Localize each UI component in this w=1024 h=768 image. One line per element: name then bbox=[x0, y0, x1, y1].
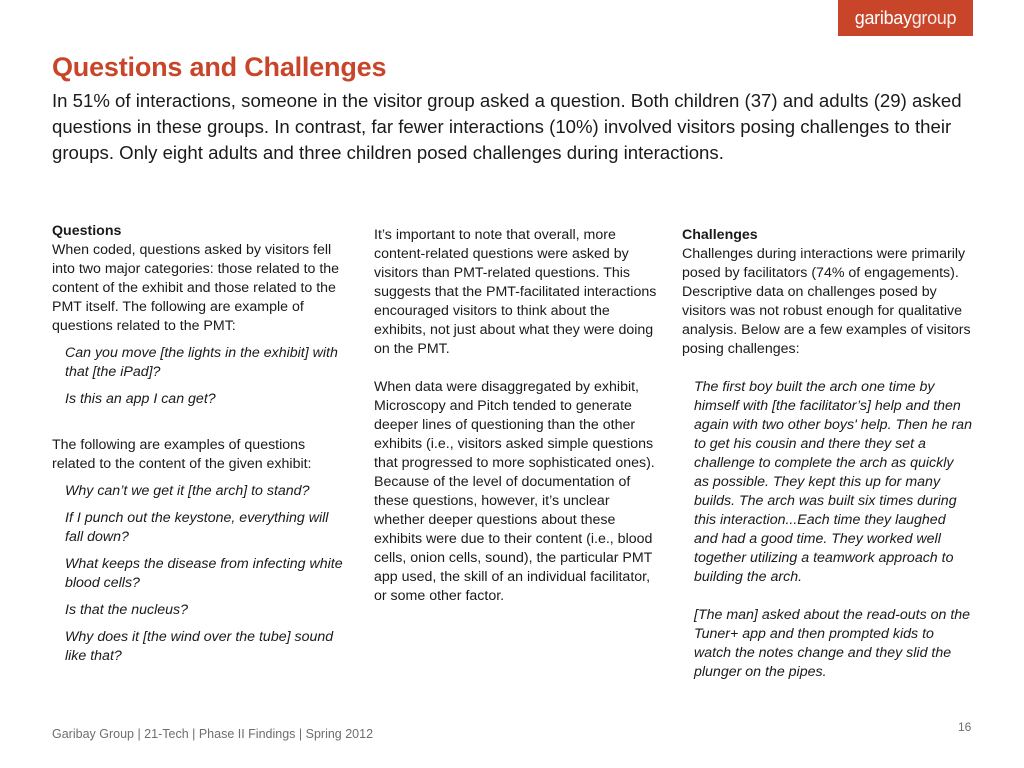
garibay-group-logo bbox=[838, 0, 973, 36]
content-question-quote: Why can’t we get it [the arch] to stand? bbox=[65, 483, 310, 499]
questions-column bbox=[52, 222, 348, 674]
challenge-quote: [The man] asked about the read-outs on the Tuner+ app and then prompted kids to watch the notes change and they slid the plunger on the pipes. bbox=[694, 607, 971, 680]
logo-text-primary: garibay bbox=[854, 7, 912, 28]
analysis-paragraph-2: When data were disaggregated by exhibit, Microscopy and Pitch tended to generate deeper lines of questioning than the other exhibits (i.e., visitors asked simple questions that progressed to more sophisticated ones). Because of the level of documentation of these questions, however, it’s unclear whether deeper questions about these exhibits were due to their content (i.e., blood cells, onion cells, sound), the particular PMT app used, the skill of an individual facilitator, or some other factor. bbox=[374, 379, 655, 604]
challenge-quote: The first boy built the arch one time by himself with [the facilitator’s] help and then again with two other boys' help. Then he ran to get his cousin and there they set a challenge to complete the arch as quickly as possible. They kept this up for many builds. The arch was built six times during this interaction...Each time they laughed and had a good time. They worked well together utilizing a teamwork approach to building the arch. bbox=[694, 379, 972, 585]
challenges-column bbox=[682, 226, 972, 682]
content-question-quote: Why does it [the wind over the tube] sound like that? bbox=[65, 629, 334, 664]
content-question-quote: What keeps the disease from infecting white blood cells? bbox=[65, 556, 343, 591]
logo-text-secondary: group bbox=[911, 7, 957, 28]
intro-paragraph: In 51% of interactions, someone in the visitor group asked a question. Both children (37) and adults (29) asked questions in these groups. In contrast, far fewer interactions (10%) involved visitors posing challenges to their groups. Only eight adults and three children posed challenges during interactions. bbox=[52, 90, 962, 163]
content-questions-intro: The following are examples of questions related to the content of the given exhibit: bbox=[52, 437, 312, 472]
pmt-question-quote: Can you move [the lights in the exhibit] with that [the iPad]? bbox=[65, 345, 338, 380]
analysis-column bbox=[374, 226, 658, 606]
content-question-quote: If I punch out the keystone, everything will fall down? bbox=[65, 510, 329, 545]
analysis-paragraph-1: It’s important to note that overall, more content-related questions were asked by visitors than PMT-related questions. This suggests that the PMT-facilitated interactions encouraged visitors to think about the exhibits, not just about what they were doing on the PMT. bbox=[374, 227, 657, 357]
content-question-quote: Is that the nucleus? bbox=[65, 602, 189, 618]
questions-heading: Questions bbox=[52, 223, 122, 239]
challenges-body: Challenges during interactions were primarily posed by facilitators (74% of engagements). Descriptive data on challenges posed by visitors was not robust enough for qualitative analysis. Below are a few examples of visitors posing challenges: bbox=[682, 246, 971, 357]
footer-text: Garibay Group | 21-Tech | Phase II Findings | Spring 2012 bbox=[52, 727, 374, 741]
page-number: 16 bbox=[958, 720, 972, 734]
slide-title: Questions and Challenges bbox=[52, 52, 387, 82]
pmt-question-quote: Is this an app I can get? bbox=[65, 391, 216, 407]
challenges-heading: Challenges bbox=[682, 227, 758, 243]
questions-body: When coded, questions asked by visitors fell into two major categories: those related to the content of the exhibit and those related to the PMT itself. The following are example of questions related to the PMT: bbox=[52, 242, 340, 334]
